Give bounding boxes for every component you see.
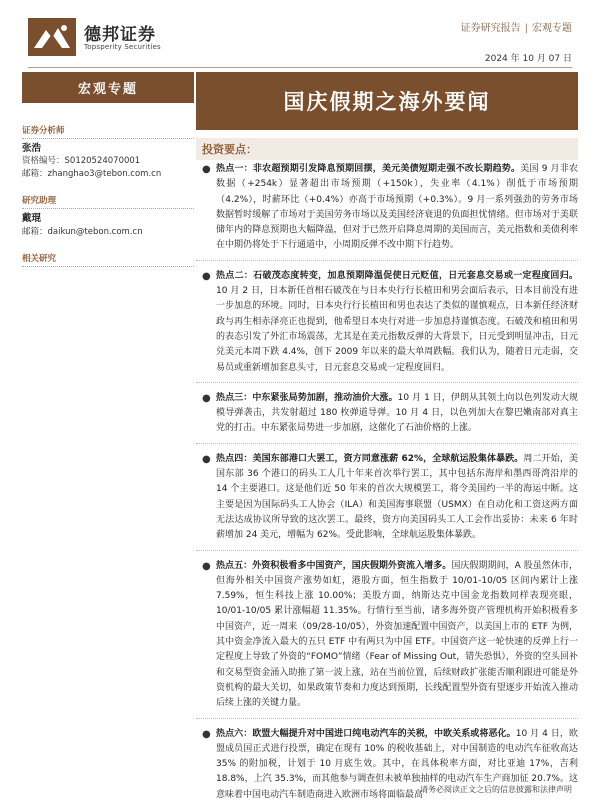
key-point-body: 国庆假期期间，A 股虽然休市，但海外相关中国资产涨势如虹，港股方面，恒生指数于 10/01-10/05 区间内累计上涨 7.59%，恒生科技上涨 10.00%；美股方面，纳斯达克中国金龙指数同样表现亮眼，10/01-10/05 累计涨幅超 11.35%。行情行至当前，诸多海外资产管理机构开始积极看多中国资产，近一周来（09/28-10/05），外资加速配置中国资产，以美国上市的 ETF 为例，其中资金净流入最大的五只 ETF 中有两只为中国 ETF。中国资产这一轮快速的反弹上行一定程度上导致了外资的“FOMO”情绪（Fear of Missing Out，错失恐惧），外资的空头回补和交易型资金涌入助推了第一波上涨，站在当前位置，后续财政扩张能否顺利跟进可能是外资机构的最大关切，如果政策节奏和力度达到预期，长线配置型外资有望逐步开始流入推动后续上涨的关键力量。 (216, 560, 578, 709)
assistant-section-heading: 研究助理 (22, 194, 194, 209)
bullet-icon: ● (202, 392, 211, 404)
sidebar-title: 宏观专题 (22, 72, 194, 103)
analyst-name: 张浩 (22, 143, 42, 154)
legal-disclaimer: 请务必阅读正文之后的信息披露和法律声明 (420, 785, 572, 794)
key-point (196, 559, 578, 719)
bullet-icon: ● (202, 270, 211, 282)
key-point-heading: 热点二：石破茂态度转变，加息预期降温促使日元贬值，日元套息交易或一定程度回归。 (216, 270, 578, 281)
key-point-body: 美国 9 月非农数据（+254k）显著超出市场预期（+150k），失业率（4.1%）削低于市场预期（4.2%），时薪环比（+0.4%）亦高于市场预期（+0.3%）。9 月一系列强劲的劳务市场数据暂时缓解了市场对于美国劳务市场以及美国经济衰退的负面担忧情绪。但市场对于美联储年内的降息预期也大幅降温，但对于已然开启降息周期的美国而言，美元指数和美债利率在中期仍将处于下行通道中，小周期反弹不改中期下行趋势。 (216, 164, 578, 251)
report-header-labels (461, 19, 572, 34)
analyst-email-link[interactable]: zhanghao3@tebon.com.cn (47, 169, 162, 179)
report-category: 宏观专题 (532, 23, 572, 34)
bullet-icon: ● (202, 728, 211, 740)
key-point (196, 162, 578, 261)
analyst-email-label: 邮箱： (22, 169, 48, 179)
analyst-cert-label: 资格编号： (22, 156, 65, 166)
related-research-heading: 相关研究 (22, 252, 194, 267)
assistant-email-label: 邮箱： (22, 227, 48, 237)
assistant-email-link[interactable]: daikun@tebon.com.cn (47, 227, 143, 237)
assistant-email-row (22, 225, 143, 237)
bullet-icon: ● (202, 164, 211, 175)
key-point-body: 10 月 4 日，欧盟成员国正式进行投票，确定在现有 10% 的税收基础上，对中国制造的电动汽车征收高达 35% 的附加税，计划于 10 月底生效。其中，在具体税率方面，对比亚迪 17%，吉利 18.8%，上汽 35.3%，而其他参与调查但未被单独抽样的电动汽车生产商加征 20.7%。这意味着中国电动汽车制造商进入欧洲市场将面临最高 (216, 728, 578, 800)
key-point (196, 269, 578, 383)
header-divider (28, 67, 572, 68)
key-point (196, 452, 578, 551)
analyst-section-heading: 证券分析师 (22, 124, 194, 139)
page-title: 国庆假期之海外要闻 (196, 72, 578, 130)
company-name-en: Topsperity Securities (84, 43, 161, 51)
key-point-body: 10 月 2 日，日本新任首相石破茂在与日本央行行长植田和男会面后表示，日本目前没有进一步加息的环境。同时，日本央行行长植田和男也表达了类似的谨慎观点，日本新任经济财政与再生相赤泽亮正也提到，他希望日本央行对进一步加息持谨慎态度。石破茂和植田和男的表态引发了外汇市场震荡，尤其是在美元指数反弹的大背景下，日元受到明显冲击，日元兑美元本周下跌 4.4%，创下 2009 年以来的最大单周跌幅。我们认为，随着日元走弱，交易员或重新增加套息头寸，日元套息交易或一定程度回归。 (216, 286, 578, 373)
key-point-heading: 热点一：非农超预期引发降息预期回摆，美元美债短期走强不改长期趋势。 (216, 164, 521, 174)
bullet-icon: ● (202, 453, 211, 465)
bullet-icon: ● (202, 560, 211, 572)
analyst-cert-number: S0120524070001 (64, 156, 141, 166)
key-point-heading: 热点三：中东紧张局势加剧，推动油价大涨。 (216, 392, 398, 403)
key-points-heading: 投资要点： (196, 138, 578, 160)
key-point-heading: 热点四：美国东部港口大罢工，资方同意涨薪 62%，全球航运股集体暴跌。 (216, 453, 524, 464)
report-date: 2024 年 10 月 07 日 (484, 54, 572, 64)
key-point (196, 391, 578, 444)
key-point-heading: 热点五：外资积极看多中国资产，国庆假期外资流入增多。 (216, 560, 452, 571)
header-separator: | (524, 23, 528, 34)
analyst-email-row (22, 167, 161, 179)
key-points-list (196, 162, 578, 800)
company-logo-icon (28, 18, 76, 56)
key-point-body: 周二开始，美国东部 36 个港口的码头工人几十年来首次举行罢工，其中包括东海岸和墨西哥湾沿岸的 14 个主要港口。这是他们近 50 年来的首次大规模罢工，将令美国约一半的海运中断。这主要是因为国际码头工人协会（ILA）和美国海事联盟（USMX）在自动化和工资这两方面无法达成协议所导致的这次罢工。最终，资方向美国码头工人工会作出妥协：未来 6 年时薪增加 24 美元，增幅为 62%。受此影响，全球航运股集体暴跌。 (216, 453, 578, 541)
key-point-body: 10 月 1 日，伊朗从其领土向以色列发动大规模导弹袭击，共发射超过 180 枚弹道导弹。10 月 4 日，以色列加大在黎巴嫩南部对真主党的打击。中东紧张局势进一步加剧，这催化了石油价格的上涨。 (216, 392, 578, 434)
report-type: 证券研究报告 (460, 23, 521, 34)
key-point-heading: 热点六：欧盟大幅提升对中国进口纯电动汽车的关税，中欧关系或将恶化。 (216, 728, 516, 739)
company-name: 德邦证券 (84, 25, 156, 45)
analyst-cert-row (22, 154, 140, 166)
assistant-name: 戴琨 (22, 213, 42, 224)
